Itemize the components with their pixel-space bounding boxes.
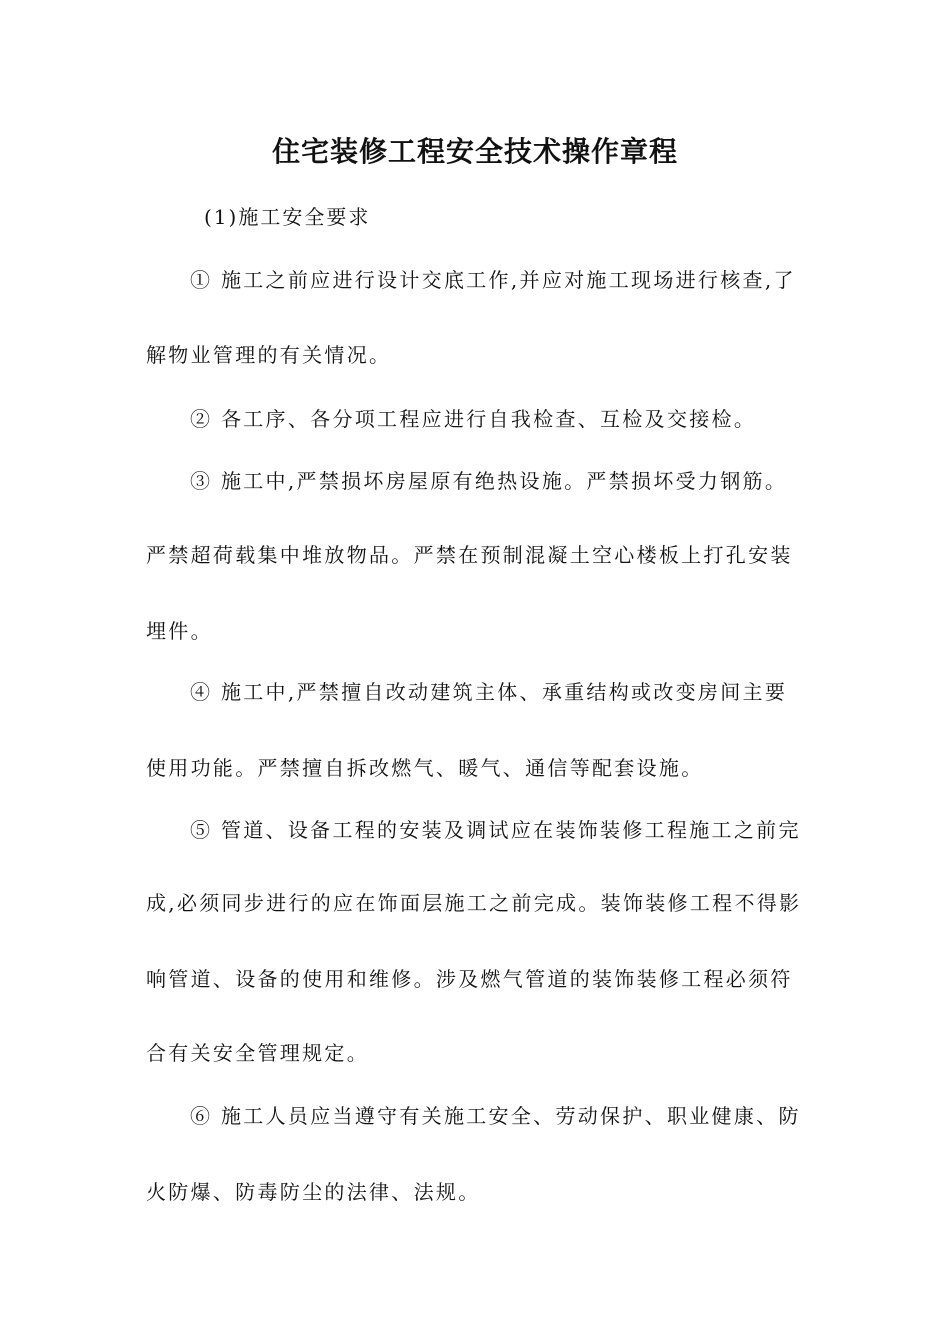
- paragraph-line: 使用功能。严禁擅自拆改燃气、暖气、通信等配套设施。: [146, 756, 704, 780]
- paragraph-line: ① 施工之前应进行设计交底工作,并应对施工现场进行核查,了: [190, 268, 796, 292]
- section-heading: (1)施工安全要求: [204, 205, 371, 229]
- paragraph-line: 埋件。: [146, 619, 213, 643]
- paragraph-line: ② 各工序、各分项工程应进行自我检查、互检及交接检。: [190, 407, 757, 431]
- paragraph-line: 解物业管理的有关情况。: [146, 343, 392, 367]
- paragraph-line: 火防爆、防毒防尘的法律、法规。: [146, 1180, 481, 1204]
- paragraph-line: 响管道、设备的使用和维修。涉及燃气管道的装饰装修工程必须符: [146, 967, 793, 991]
- paragraph-line: 合有关安全管理规定。: [146, 1041, 369, 1065]
- document-title: 住宅装修工程安全技术操作章程: [271, 135, 678, 168]
- paragraph-line: ④ 施工中,严禁擅自改动建筑主体、承重结构或改变房间主要: [190, 680, 788, 704]
- paragraph-line: 严禁超荷载集中堆放物品。严禁在预制混凝土空心楼板上打孔安装: [146, 543, 793, 567]
- paragraph-line: ③ 施工中,严禁损坏房屋原有绝热设施。严禁损坏受力钢筋。: [190, 469, 788, 493]
- paragraph-line: ⑤ 管道、设备工程的安装及调试应在装饰装修工程施工之前完: [190, 818, 801, 842]
- paragraph-line: ⑥ 施工人员应当遵守有关施工安全、劳动保护、职业健康、防: [190, 1104, 801, 1128]
- paragraph-line: 成,必须同步进行的应在饰面层施工之前完成。装饰装修工程不得影: [146, 891, 802, 915]
